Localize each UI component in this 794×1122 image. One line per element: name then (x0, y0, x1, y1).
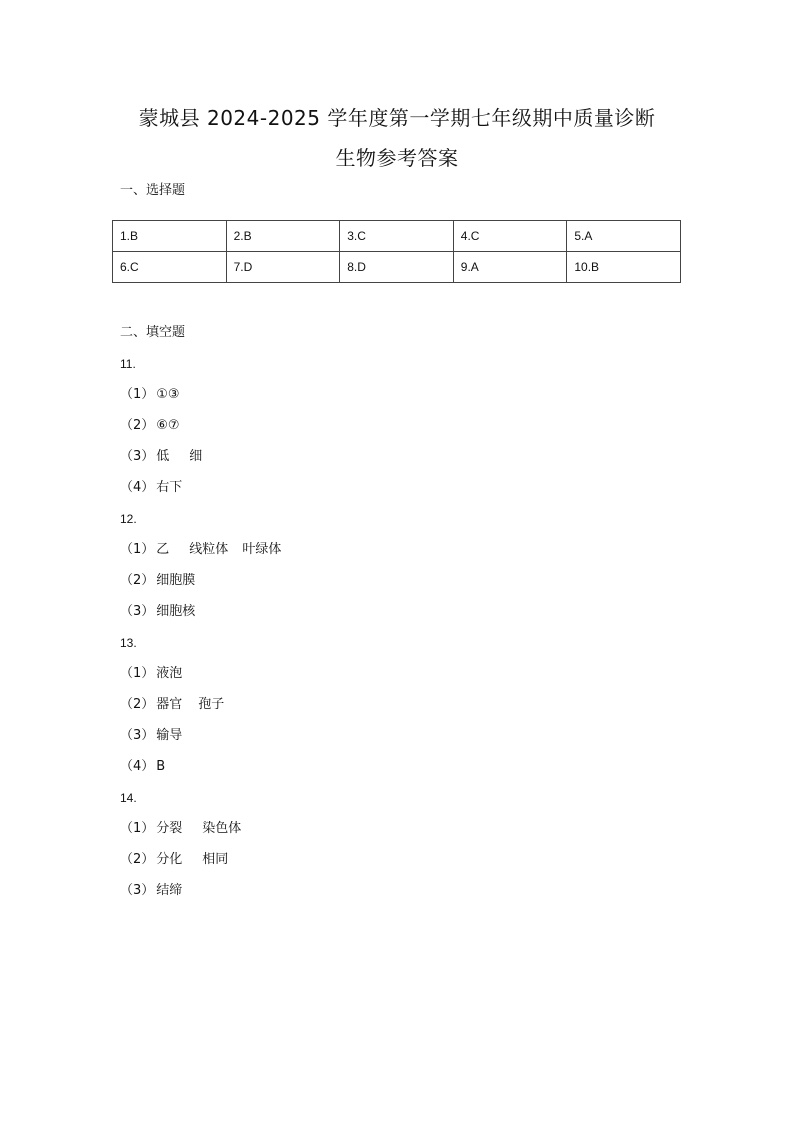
table-cell: 6.C (113, 252, 227, 283)
part-label: （1） (120, 666, 155, 681)
answer-text: ⑥⑦ (156, 418, 180, 433)
section-heading-choice: 一、选择题 (120, 183, 186, 198)
part-label: （2） (120, 697, 155, 712)
answer-text: 分化 (156, 852, 183, 867)
answer-line (120, 418, 720, 449)
part-label: （2） (120, 573, 155, 588)
answer-line (120, 542, 720, 573)
answer-text: 孢子 (198, 697, 225, 712)
part-label: （3） (120, 604, 155, 619)
part-label: （3） (120, 883, 155, 898)
question-number: 12. (120, 512, 137, 526)
table-cell: 9.A (453, 252, 567, 283)
document-title: 蒙城县 2024-2025 学年度第一学期七年级期中质量诊断 (138, 106, 656, 130)
question-number: 11. (120, 357, 136, 371)
part-label: （1） (120, 387, 155, 402)
answer-text: 右下 (156, 480, 183, 495)
answer-line (120, 728, 720, 759)
answer-text: 分裂 (156, 821, 183, 836)
answer-line (120, 852, 720, 883)
answer-text: 线粒体 (189, 542, 229, 557)
answer-line (120, 759, 720, 790)
answer-line (120, 480, 720, 511)
document-subtitle: 生物参考答案 (335, 146, 459, 170)
table-cell: 7.D (226, 252, 340, 283)
question-number: 14. (120, 791, 137, 805)
answer-text: ①③ (156, 387, 180, 402)
answer-line (120, 449, 720, 480)
part-label: （1） (120, 821, 155, 836)
part-label: （4） (120, 759, 155, 774)
answer-text: 结缔 (156, 883, 183, 898)
part-label: （4） (120, 480, 155, 495)
part-label: （2） (120, 852, 155, 867)
table-cell: 3.C (340, 221, 454, 252)
answer-text: 细 (189, 449, 203, 464)
answer-line (120, 573, 720, 604)
answer-text: 相同 (202, 852, 229, 867)
choice-answer-table (112, 220, 681, 283)
answer-line (120, 387, 720, 418)
part-label: （1） (120, 542, 155, 557)
answer-text: 输导 (156, 728, 183, 743)
answer-text: 叶绿体 (242, 542, 282, 557)
table-row (113, 252, 681, 283)
answer-text: 低 (156, 449, 170, 464)
answer-text: 细胞核 (156, 604, 196, 619)
part-label: （3） (120, 728, 155, 743)
answer-text: 器官 (156, 697, 183, 712)
answer-text: 细胞膜 (156, 573, 196, 588)
answer-text: 乙 (156, 542, 170, 557)
table-cell: 2.B (226, 221, 340, 252)
answer-text: 液泡 (156, 666, 183, 681)
table-cell: 1.B (113, 221, 227, 252)
answer-line (120, 883, 720, 914)
section-heading-fill: 二、填空题 (120, 325, 186, 340)
answer-line (120, 821, 720, 852)
answer-line (120, 697, 720, 728)
answer-text: B (156, 759, 166, 774)
table-cell: 5.A (567, 221, 681, 252)
part-label: （3） (120, 449, 155, 464)
table-row (113, 221, 681, 252)
answer-line (120, 604, 720, 635)
table-cell: 8.D (340, 252, 454, 283)
fill-in-answers (120, 356, 720, 914)
table-cell: 10.B (567, 252, 681, 283)
answer-text: 染色体 (202, 821, 242, 836)
table-cell: 4.C (453, 221, 567, 252)
part-label: （2） (120, 418, 155, 433)
answer-line (120, 666, 720, 697)
question-number: 13. (120, 636, 137, 650)
